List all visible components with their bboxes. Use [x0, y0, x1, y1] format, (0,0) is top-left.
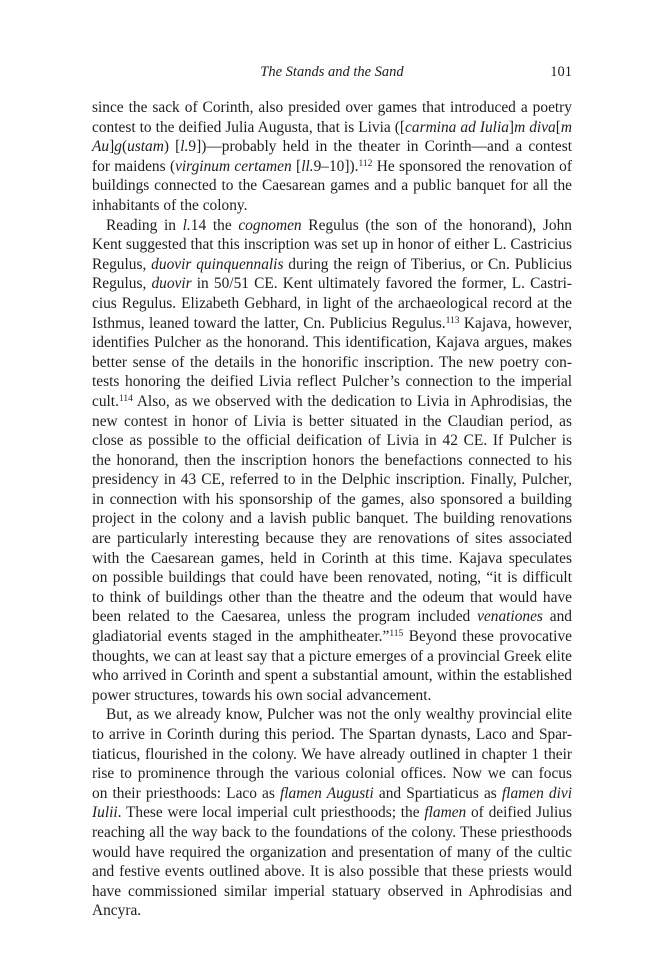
text-line [92, 490, 572, 510]
text-line [92, 137, 572, 157]
text-run: contest to the deified Julia Augusta, that is Livia ([ [92, 118, 406, 136]
italic-text: ustam [127, 138, 164, 156]
italic-text: duovir [151, 275, 192, 293]
text-line [92, 862, 572, 882]
text-line [92, 588, 572, 608]
text-run: ] [508, 118, 515, 136]
text-line [92, 647, 572, 667]
text-run: to arrive in Corinth during this period. The Spartan dynasts, Laco and Spar- [92, 726, 572, 743]
italic-text: cognomen [238, 216, 302, 234]
text-line [92, 157, 572, 177]
text-line [92, 843, 572, 863]
text-run: Kajava, however, [459, 314, 572, 332]
text-run: power structures, towards his own social advancement. [92, 686, 432, 704]
text-line [92, 176, 572, 196]
text-run: Isthmus, leaned toward the latter, Cn. Publicius Regulus. [92, 314, 446, 332]
running-header [92, 64, 572, 86]
text-run: tests honoring the deified Livia reflect Pulcher’s connection to the imperial [92, 373, 572, 391]
text-run: Reading in [106, 216, 183, 234]
italic-text: g [114, 138, 122, 156]
text-run: reaching all the way back to the foundations of the colony. These priesthoods [92, 823, 572, 841]
italic-text: l. [180, 138, 189, 156]
text-line [92, 784, 572, 804]
text-run: Ancyra. [92, 902, 142, 920]
text-run: Regulus (the son of the honorand), John [301, 216, 572, 234]
text-run: . These were local imperial cult priesthoods; the [117, 804, 425, 822]
italic-text: duovir quinquennalis [151, 255, 284, 273]
text-run: who arrived in Corinth and spent a substantial amount, within the established [92, 667, 572, 685]
text-run: better sense of the details in the honorific inscription. The new poetry con- [92, 353, 572, 371]
text-line [92, 549, 572, 569]
text-run: presidency in 43 CE, referred to in the Delphic inscription. Finally, Pulcher, [92, 471, 572, 489]
text-run: identifies Pulcher as the honorand. This identification, Kajava argues, makes [92, 334, 572, 352]
text-line [92, 686, 572, 706]
footnote-ref: 113 [445, 315, 460, 326]
text-line [92, 333, 572, 353]
text-line [92, 509, 572, 529]
text-run: are particularly interesting because they are renovations of sites associated [92, 530, 572, 548]
text-run: buildings connected to the Caesarean games and a public banquet for all the [92, 177, 572, 195]
text-line [92, 627, 572, 647]
paragraph [92, 705, 572, 921]
italic-text: flamen divi [501, 784, 572, 802]
text-line [92, 803, 572, 823]
text-run: the honorand, then the inscription honors the benefactions connected to his [92, 451, 572, 469]
text-line [92, 901, 572, 921]
text-run: since the sack of Corinth, also presided over games that introduced a poetry [92, 99, 572, 116]
text-run: in connection with his sponsorship of the games, also sponsored a building [92, 490, 572, 508]
text-run: Beyond these provocative [403, 628, 572, 646]
text-line [92, 235, 572, 255]
italic-text: flamen Augusti [279, 784, 374, 802]
text-line [92, 392, 572, 412]
italic-text: carmina ad Iulia [405, 118, 509, 136]
text-run: [ [291, 157, 302, 175]
text-line [92, 666, 572, 686]
text-run: of deified Julius [466, 804, 572, 822]
text-line [92, 196, 572, 216]
italic-text: virginum certamen [175, 157, 292, 175]
paragraph [92, 98, 572, 216]
text-run: ( [121, 138, 128, 156]
paragraph [92, 216, 572, 706]
text-line [92, 607, 572, 627]
text-run: rise to prominence through the various colonial offices. Now we can focus [92, 765, 572, 783]
text-line [92, 216, 572, 236]
text-run: tiaticus, flourished in the colony. We have already outlined in chapter 1 their [92, 745, 572, 763]
text-run: project in the colony and a lavish public banquet. The building renovations [92, 510, 572, 528]
text-run: Regulus, [92, 255, 152, 273]
italic-text: venationes [477, 608, 543, 626]
text-line [92, 118, 572, 138]
text-line [92, 705, 572, 725]
text-run: for maidens ( [92, 157, 176, 175]
text-line [92, 882, 572, 902]
text-run: Kent suggested that this inscription was set up in honor of either L. Castricius [92, 236, 572, 254]
text-line [92, 314, 572, 334]
text-line [92, 294, 572, 314]
italic-text: m diva [514, 118, 556, 136]
text-run: and [542, 608, 572, 626]
text-line [92, 764, 572, 784]
text-line [92, 470, 572, 490]
page-number: 101 [550, 64, 572, 80]
text-line [92, 568, 572, 588]
body-text [92, 98, 572, 921]
italic-text: Iulii [92, 804, 118, 822]
text-line [92, 451, 572, 471]
text-run: 9])—probably held in the theater in Corinth—and a contest [188, 138, 572, 156]
text-run: with the Caesarean games, held in Corinth at this time. Kajava speculates [92, 549, 572, 567]
footnote-ref: 112 [358, 158, 373, 169]
text-run: new contest in honor of Livia is better situated in the Claudian period, as [92, 412, 572, 430]
text-run: 14 the [190, 216, 239, 234]
text-line [92, 255, 572, 275]
italic-text: l. [182, 216, 191, 234]
italic-text: ll. [301, 157, 314, 175]
text-run: and festive events outlined above. It is also possible that these priests would [92, 863, 572, 881]
text-run: He sponsored the renovation of [372, 157, 572, 175]
text-run: inhabitants of the colony. [92, 196, 248, 214]
text-run: in 50/51 CE. Kent ultimately favored the former, L. Castri- [191, 275, 572, 293]
text-run: and Spartiaticus as [373, 784, 502, 802]
text-line [92, 431, 572, 451]
text-line [92, 745, 572, 765]
running-title: The Stands and the Sand [260, 64, 404, 80]
text-line [92, 274, 572, 294]
text-line [92, 353, 572, 373]
footnote-ref: 115 [389, 629, 404, 640]
text-run: have commissioned similar imperial statuary observed in Aphrodisias and [92, 882, 572, 900]
text-run: [ [555, 118, 561, 136]
footnote-ref: 114 [118, 393, 133, 404]
text-run: ) [ [163, 138, 181, 156]
text-run: cult. [92, 392, 119, 410]
text-line [92, 412, 572, 432]
text-run: But, as we already know, Pulcher was not the only wealthy provincial elite [106, 706, 572, 724]
text-run: ] [109, 138, 115, 156]
text-run: thoughts, we can at least say that a picture emerges of a provincial Greek elite [92, 647, 572, 665]
text-line [92, 98, 572, 118]
text-run: cius Regulus. Elizabeth Gebhard, in light of the archaeological record at the [92, 294, 572, 312]
italic-text: Au [92, 138, 110, 156]
text-line [92, 725, 572, 745]
italic-text: flamen [424, 804, 467, 822]
text-run: Regulus, [92, 275, 152, 293]
text-line [92, 372, 572, 392]
text-run: close as possible to the official deification of Livia in 42 CE. If Pulcher is [92, 432, 572, 450]
text-run: been related to the Caesarea, unless the program included [92, 608, 478, 626]
text-run: 9–10]). [313, 157, 359, 175]
text-run: Also, as we observed with the dedication to Livia in Aphrodisias, the [132, 392, 572, 410]
text-run: on their priesthoods: Laco as [92, 784, 280, 802]
text-run: to think of buildings other than the theatre and the odeum that would have [92, 588, 572, 606]
text-run: gladiatorial events staged in the amphitheater.” [92, 628, 390, 646]
text-run: during the reign of Tiberius, or Cn. Publicius [283, 255, 573, 273]
text-line [92, 823, 572, 843]
italic-text: m [560, 118, 572, 136]
text-run: would have required the organization and presentation of many of the cultic [92, 843, 572, 861]
text-line [92, 529, 572, 549]
text-run: on possible buildings that could have been renovated, noting, “it is difficult [92, 569, 572, 587]
